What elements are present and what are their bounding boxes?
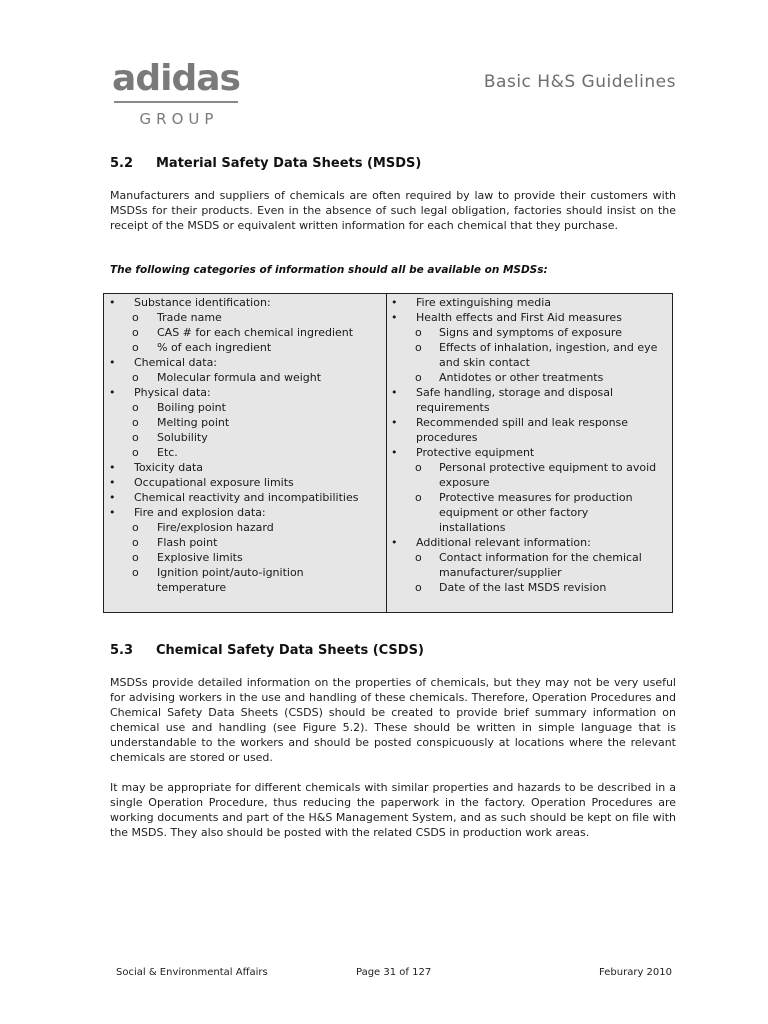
bullet-marker: • [109, 296, 116, 309]
list-item: installations [439, 521, 506, 534]
list-item: Health effects and First Aid measures [416, 311, 622, 324]
section-title: Chemical Safety Data Sheets (CSDS) [156, 643, 424, 658]
list-item: Flash point [157, 536, 218, 549]
list-item: temperature [157, 581, 227, 594]
sub-bullet-marker: o [132, 371, 139, 384]
sub-bullet-marker: o [132, 536, 139, 549]
list-item: Signs and symptoms of exposure [439, 326, 622, 339]
msds-intro: The following categories of information should all be available on MSDSs: [110, 264, 548, 276]
list-item: Antidotes or other treatments [439, 371, 604, 384]
bullet-marker: • [391, 536, 398, 549]
bullet-marker: • [109, 491, 116, 504]
list-item: Solubility [157, 431, 208, 444]
list-item: Chemical data: [134, 356, 218, 369]
sub-bullet-marker: o [415, 491, 422, 504]
list-item: Safe handling, storage and disposal [416, 386, 614, 399]
list-item: Etc. [157, 446, 178, 459]
list-item: Contact information for the chemical [439, 551, 642, 564]
bullet-marker: • [109, 461, 116, 474]
logo-subtitle: GROUP [139, 110, 219, 128]
list-item: Physical data: [134, 386, 211, 399]
bullet-marker: • [109, 506, 116, 519]
bullet-marker: • [391, 296, 398, 309]
sub-bullet-marker: o [132, 311, 139, 324]
sub-bullet-marker: o [132, 416, 139, 429]
footer-left: Social & Environmental Affairs [116, 967, 268, 978]
list-item: Fire/explosion hazard [157, 521, 274, 534]
sub-bullet-marker: o [415, 326, 422, 339]
bullet-marker: • [109, 356, 116, 369]
list-item: CAS # for each chemical ingredient [157, 326, 354, 339]
list-item: Toxicity data [134, 461, 204, 474]
sub-bullet-marker: o [132, 401, 139, 414]
sub-bullet-marker: o [415, 371, 422, 384]
msds-categories-table [103, 293, 673, 613]
sub-bullet-marker: o [132, 431, 139, 444]
list-item: Boiling point [157, 401, 226, 414]
sub-bullet-marker: o [132, 446, 139, 459]
list-item: Date of the last MSDS revision [439, 581, 607, 594]
section-heading-5-2 [110, 156, 421, 171]
bullet-marker: • [391, 446, 398, 459]
logo-divider [114, 101, 238, 103]
logo-wordmark: adidas [112, 58, 240, 99]
csds-paragraph-2: It may be appropriate for different chemicals with similar properties and hazards to be described in a single Operation Procedure, thus reducing the paperwork in the factory. Operation Procedures are working documents and part of the H&S Management System, and as such should be kept on file with the MSDS. They also should be posted with the related CSDS in production work areas. [110, 781, 676, 839]
list-item: Additional relevant information: [416, 536, 591, 549]
sub-bullet-marker: o [132, 341, 139, 354]
list-item: Recommended spill and leak response [416, 416, 629, 429]
csds-paragraph-1: MSDSs provide detailed information on the properties of chemicals, but they may not be very useful for advising workers in the use and handling of these chemicals. Therefore, Operation Procedures and Chemical Safety Data Sheets (CSDS) should be created to provide brief summary information on chemical use and handling (see Figure 5.2). These should be written in simple language that is understandable to the workers and should be posted conspicuously at locations where the relevant chemicals are stored or used. [110, 676, 676, 764]
list-item: and skin contact [439, 356, 530, 369]
section-number: 5.2 [110, 156, 134, 171]
list-item: equipment or other factory [439, 506, 589, 519]
sub-bullet-marker: o [132, 326, 139, 339]
bullet-marker: • [109, 386, 116, 399]
list-item: Fire extinguishing media [416, 296, 552, 309]
list-item: procedures [416, 431, 478, 444]
msds-paragraph: Manufacturers and suppliers of chemicals are often required by law to provide their customers with MSDSs for their products. Even in the absence of such legal obligation, factories should insist on the receipt of the MSDS or equivalent written information for each chemical that they purchase. [110, 189, 676, 232]
list-item: manufacturer/supplier [439, 566, 562, 579]
bullet-marker: • [391, 311, 398, 324]
sub-bullet-marker: o [415, 341, 422, 354]
bullet-marker: • [391, 416, 398, 429]
sub-bullet-marker: o [132, 551, 139, 564]
bullet-marker: • [109, 476, 116, 489]
section-title: Material Safety Data Sheets (MSDS) [156, 156, 422, 171]
list-item: Occupational exposure limits [134, 476, 294, 489]
section-number: 5.3 [110, 643, 134, 658]
list-item: Explosive limits [157, 551, 243, 564]
list-item: Trade name [157, 311, 222, 324]
company-logo [108, 60, 244, 128]
msds-left-column [104, 294, 387, 612]
list-item: Protective measures for production [439, 491, 633, 504]
list-item: Fire and explosion data: [134, 506, 266, 519]
page-number: Page 31 of 127 [356, 967, 432, 978]
list-item: requirements [416, 401, 490, 414]
sub-bullet-marker: o [132, 521, 139, 534]
list-item: Protective equipment [416, 446, 535, 459]
list-item: Chemical reactivity and incompatibilities [134, 491, 359, 504]
document-title: Basic H&S Guidelines [483, 72, 676, 92]
list-item: Substance identification: [134, 296, 271, 309]
bullet-marker: • [391, 386, 398, 399]
list-item: Effects of inhalation, ingestion, and eye [439, 341, 658, 354]
list-item: % of each ingredient [157, 341, 272, 354]
sub-bullet-marker: o [415, 581, 422, 594]
list-item: Melting point [157, 416, 230, 429]
list-item: exposure [439, 476, 490, 489]
footer-date: Feburary 2010 [599, 967, 672, 978]
list-item: Ignition point/auto-ignition [157, 566, 304, 579]
sub-bullet-marker: o [132, 566, 139, 579]
list-item: Personal protective equipment to avoid [439, 461, 657, 474]
sub-bullet-marker: o [415, 551, 422, 564]
list-item: Molecular formula and weight [157, 371, 322, 384]
sub-bullet-marker: o [415, 461, 422, 474]
section-heading-5-3 [110, 643, 424, 658]
msds-right-column [387, 294, 672, 612]
